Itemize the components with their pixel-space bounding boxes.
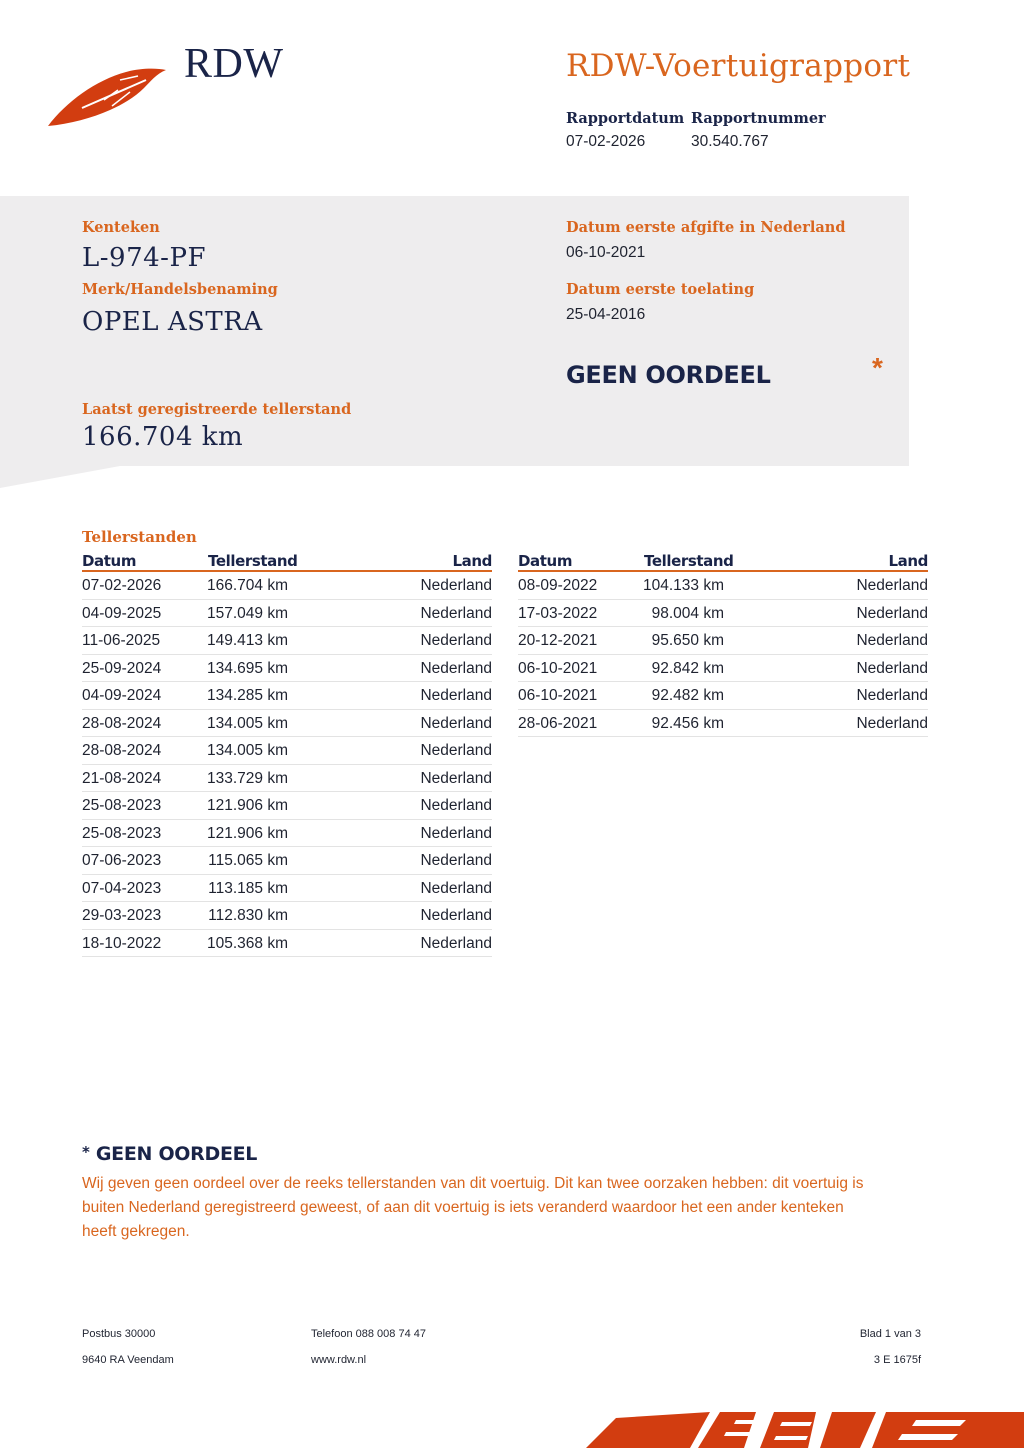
cell-country: Nederland bbox=[856, 714, 928, 732]
table-row bbox=[518, 600, 928, 628]
cell-reading: 133.729 km bbox=[207, 769, 288, 787]
readings-title: Tellerstanden bbox=[82, 528, 197, 546]
cell-reading: 149.413 km bbox=[207, 632, 288, 649]
cell-reading: 112.830 km bbox=[208, 907, 288, 924]
cell-reading: 95.650 km bbox=[651, 632, 724, 649]
cell-country: Nederland bbox=[420, 879, 492, 897]
cell-country: Nederland bbox=[420, 632, 492, 649]
cell-country: Nederland bbox=[420, 907, 492, 924]
table-row bbox=[82, 875, 492, 903]
column-header-date: Datum bbox=[518, 552, 573, 570]
table-row bbox=[82, 930, 492, 958]
cell-country: Nederland bbox=[420, 659, 492, 677]
cell-reading: 134.005 km bbox=[207, 714, 288, 732]
cell-date: 06-10-2021 bbox=[518, 687, 598, 704]
cell-date: 06-10-2021 bbox=[518, 659, 598, 677]
cell-reading: 134.005 km bbox=[207, 742, 288, 759]
readings-table-right bbox=[518, 552, 928, 737]
make-value: OPEL ASTRA bbox=[82, 307, 263, 337]
cell-country: Nederland bbox=[420, 687, 492, 704]
table-row bbox=[82, 682, 492, 710]
table-row bbox=[82, 600, 492, 628]
table-row bbox=[518, 682, 928, 710]
panel-tab bbox=[0, 466, 120, 488]
cell-country: Nederland bbox=[856, 659, 928, 677]
cell-reading: 113.185 km bbox=[208, 879, 288, 897]
table-row bbox=[82, 737, 492, 765]
cell-reading: 134.285 km bbox=[207, 687, 288, 704]
first-admission-value: 25-04-2016 bbox=[566, 306, 646, 323]
footnote-marker: * bbox=[82, 1143, 90, 1161]
cell-reading: 92.482 km bbox=[651, 687, 724, 704]
cell-date: 04-09-2025 bbox=[82, 604, 162, 622]
cell-date: 20-12-2021 bbox=[518, 632, 598, 649]
odometer-value: 166.704 km bbox=[82, 422, 244, 452]
cell-date: 17-03-2022 bbox=[518, 604, 598, 622]
cell-reading: 121.906 km bbox=[207, 797, 288, 814]
cell-country: Nederland bbox=[420, 852, 492, 869]
cell-country: Nederland bbox=[856, 687, 928, 704]
cell-reading: 115.065 km bbox=[208, 852, 288, 869]
cell-date: 07-04-2023 bbox=[82, 879, 162, 897]
logo-text: RDW bbox=[184, 41, 284, 87]
table-row bbox=[518, 655, 928, 683]
column-header-date: Datum bbox=[82, 552, 137, 570]
table-row bbox=[82, 902, 492, 930]
footer-website[interactable]: www.rdw.nl bbox=[311, 1354, 367, 1366]
table-header bbox=[82, 552, 492, 572]
table-row bbox=[82, 710, 492, 738]
cell-date: 11-06-2025 bbox=[82, 632, 161, 649]
table-row bbox=[82, 792, 492, 820]
cell-country: Nederland bbox=[856, 604, 928, 622]
cell-reading: 105.368 km bbox=[207, 934, 288, 952]
cell-country: Nederland bbox=[420, 714, 492, 732]
cell-reading: 157.049 km bbox=[207, 604, 288, 622]
report-title: RDW-Voertuigrapport bbox=[566, 48, 911, 84]
cell-date: 28-08-2024 bbox=[82, 742, 162, 759]
verdict-asterisk: * bbox=[872, 352, 883, 383]
cell-date: 04-09-2024 bbox=[82, 687, 162, 704]
column-header-reading: Tellerstand bbox=[208, 552, 298, 570]
table-row bbox=[82, 655, 492, 683]
cell-country: Nederland bbox=[420, 797, 492, 814]
cell-date: 08-09-2022 bbox=[518, 577, 598, 594]
cell-date: 29-03-2023 bbox=[82, 907, 162, 924]
footnote-title bbox=[82, 1143, 257, 1165]
footer-page: Blad 1 van 3 bbox=[859, 1328, 921, 1340]
cell-reading: 92.842 km bbox=[651, 659, 724, 677]
cell-date: 25-09-2024 bbox=[82, 659, 162, 677]
plate-value: L-974-PF bbox=[82, 243, 206, 273]
footer-city: 9640 RA Veendam bbox=[82, 1354, 174, 1366]
column-header-country: Land bbox=[452, 552, 492, 570]
first-issue-value: 06-10-2021 bbox=[566, 244, 646, 261]
cell-country: Nederland bbox=[420, 577, 492, 594]
cell-country: Nederland bbox=[420, 604, 492, 622]
cell-date: 07-02-2026 bbox=[82, 577, 162, 594]
report-date-label: Rapportdatum bbox=[566, 110, 685, 127]
table-header bbox=[518, 552, 928, 572]
footer-code: 3 E 1675f bbox=[873, 1354, 921, 1366]
cell-date: 28-08-2024 bbox=[82, 714, 162, 732]
first-issue-label: Datum eerste afgifte in Nederland bbox=[566, 219, 846, 236]
cell-country: Nederland bbox=[856, 577, 928, 594]
cell-date: 25-08-2023 bbox=[82, 797, 162, 814]
verdict-text: GEEN OORDEEL bbox=[566, 361, 771, 389]
odometer-label: Laatst geregistreerde tellerstand bbox=[82, 401, 352, 418]
cell-country: Nederland bbox=[420, 742, 492, 759]
cell-date: 07-06-2023 bbox=[82, 852, 162, 869]
table-row bbox=[518, 572, 928, 600]
cell-date: 28-06-2021 bbox=[518, 714, 598, 732]
report-number: 30.540.767 bbox=[691, 133, 769, 150]
cell-date: 25-08-2023 bbox=[82, 824, 162, 842]
cell-reading: 134.695 km bbox=[207, 659, 288, 677]
cell-reading: 166.704 km bbox=[207, 577, 288, 594]
table-body bbox=[518, 572, 928, 737]
footer-postbus: Postbus 30000 bbox=[82, 1328, 156, 1340]
report-date: 07-02-2026 bbox=[566, 133, 646, 150]
cell-reading: 104.133 km bbox=[643, 577, 724, 594]
make-label: Merk/Handelsbenaming bbox=[82, 281, 278, 298]
cell-country: Nederland bbox=[420, 824, 492, 842]
cell-reading: 92.456 km bbox=[651, 714, 724, 732]
footer-phone: Telefoon 088 008 74 47 bbox=[311, 1328, 426, 1340]
table-row bbox=[518, 627, 928, 655]
table-row bbox=[518, 710, 928, 738]
rdw-logo-icon bbox=[46, 62, 168, 128]
cell-country: Nederland bbox=[856, 632, 928, 649]
footnote-text: Wij geven geen oordeel over de reeks tellerstanden van dit voertuig. Dit kan twee oorzaken hebben: dit voertuig is buiten Nederland geregistreerd geweest, of aan dit voertuig is iets veranderd waardoor het een ander kenteken heeft gekregen. bbox=[82, 1175, 864, 1240]
table-row bbox=[82, 820, 492, 848]
first-admission-label: Datum eerste toelating bbox=[566, 281, 755, 298]
footnote-title-text: GEEN OORDEEL bbox=[95, 1143, 258, 1165]
cell-country: Nederland bbox=[420, 934, 492, 952]
report-number-label: Rapportnummer bbox=[691, 110, 826, 127]
readings-table-left bbox=[82, 552, 492, 957]
cell-date: 18-10-2022 bbox=[82, 934, 162, 952]
cell-country: Nederland bbox=[420, 769, 492, 787]
column-header-reading: Tellerstand bbox=[644, 552, 734, 570]
plate-label: Kenteken bbox=[82, 219, 160, 236]
column-header-country: Land bbox=[888, 552, 928, 570]
table-row bbox=[82, 627, 492, 655]
rdw-stripes-icon bbox=[586, 1408, 1024, 1448]
cell-reading: 121.906 km bbox=[207, 824, 288, 842]
table-row bbox=[82, 572, 492, 600]
cell-date: 21-08-2024 bbox=[82, 769, 162, 787]
table-body bbox=[82, 572, 492, 957]
table-row bbox=[82, 847, 492, 875]
table-row bbox=[82, 765, 492, 793]
cell-reading: 98.004 km bbox=[651, 604, 724, 622]
